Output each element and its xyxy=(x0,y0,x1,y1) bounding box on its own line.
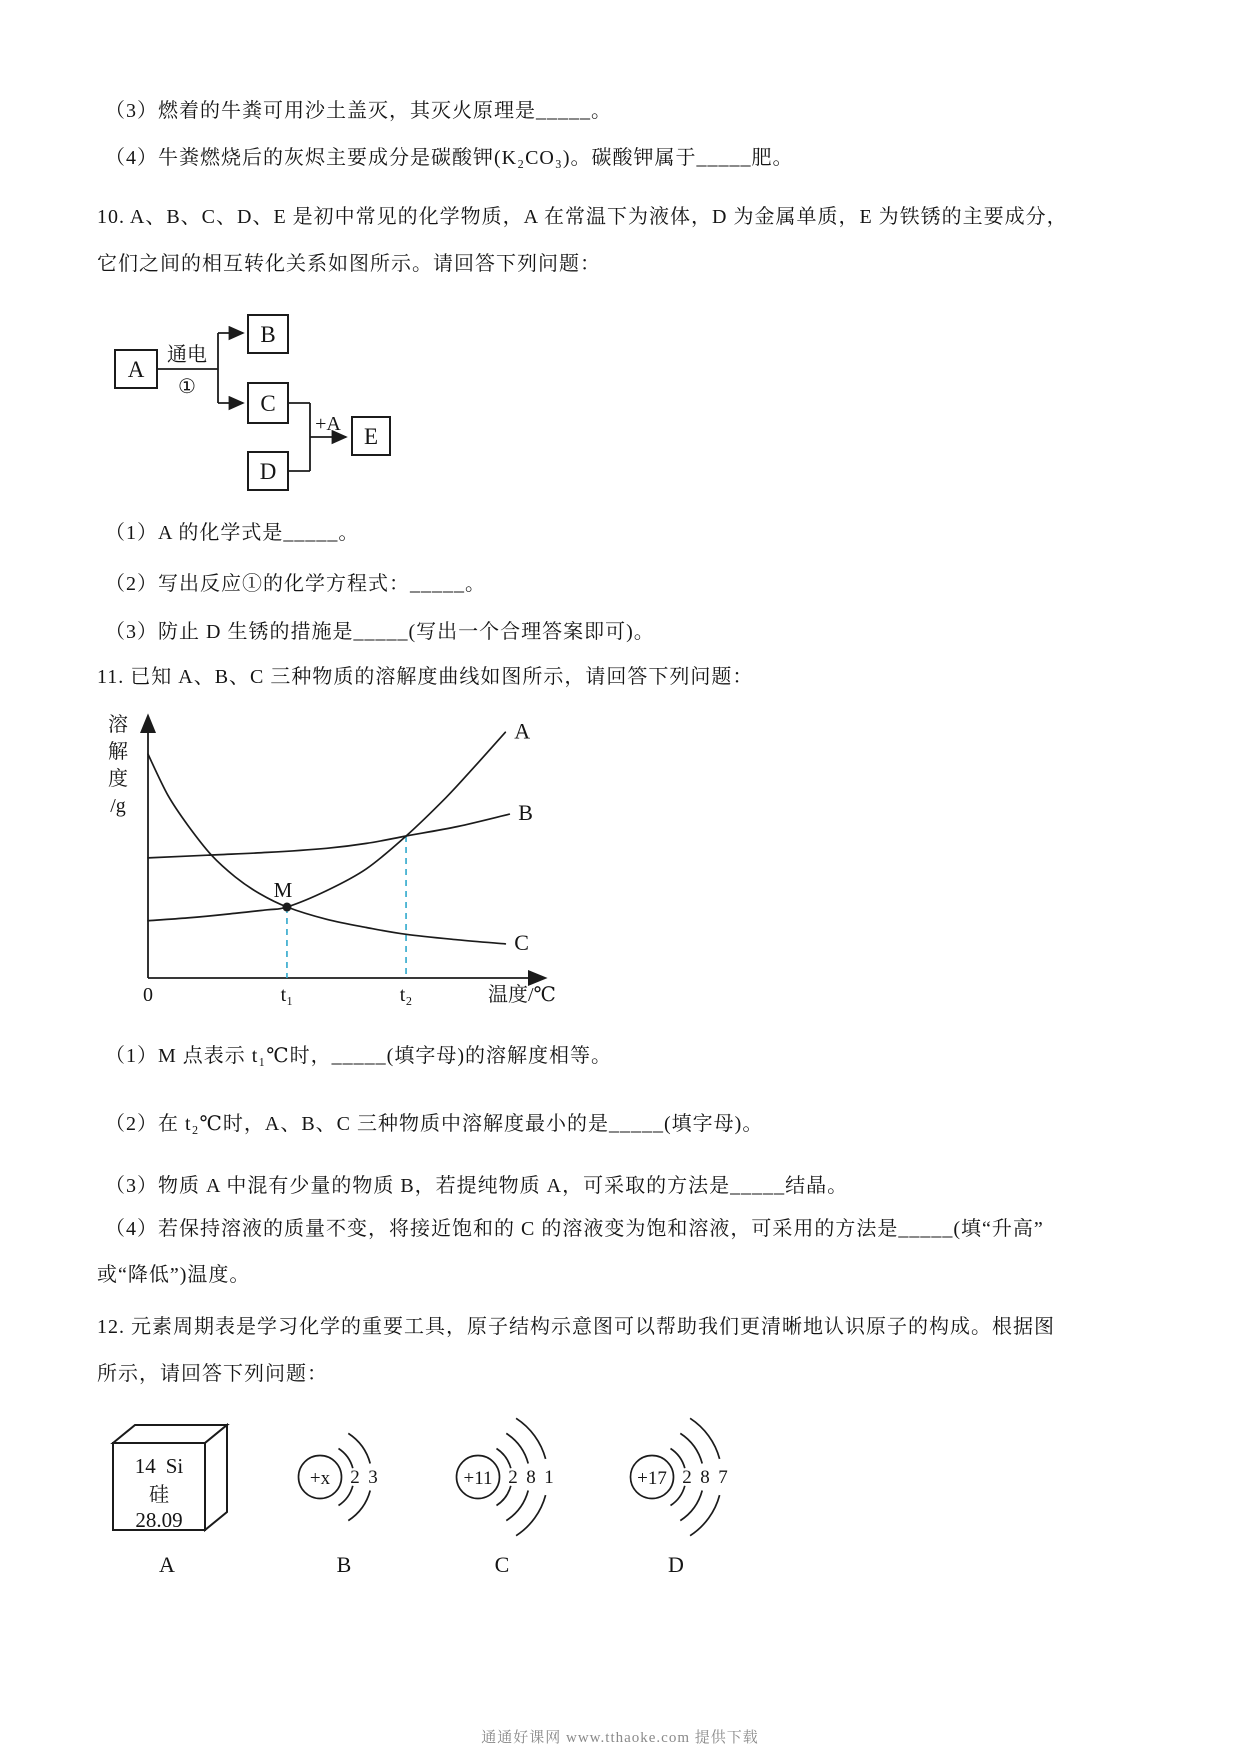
cube-side-face xyxy=(205,1425,227,1530)
shell-electron-count: 8 xyxy=(526,1467,536,1488)
periodic-table-cell xyxy=(113,1425,227,1577)
shell-electron-count: 8 xyxy=(700,1467,710,1488)
flowchart-electrify-label: 通电 xyxy=(167,344,207,366)
curve-A xyxy=(148,732,505,920)
flowchart-letter-b: B xyxy=(260,322,276,347)
flowchart-plus-a-label: +A xyxy=(315,413,341,435)
point-label-M: M xyxy=(273,878,293,903)
flowchart-step1-label: ① xyxy=(178,376,196,398)
shell-arc-upper xyxy=(680,1433,702,1463)
shell-arc-lower xyxy=(506,1491,528,1521)
flowchart-letter-e: E xyxy=(363,424,379,449)
x-tick-2: t₂ xyxy=(399,984,413,1006)
atom-diagram-C xyxy=(457,1418,554,1577)
curve-label-B: B xyxy=(518,800,533,826)
shell-electron-count: 2 xyxy=(350,1467,360,1488)
q10-stem-line1: 10. A、B、C、D、E 是初中常见的化学物质，A 在常温下为液体，D 为金属单质，E 为铁锈的主要成分， xyxy=(97,206,1068,228)
atom-diagram-B xyxy=(299,1433,378,1577)
shell-arc-upper xyxy=(348,1433,370,1463)
x-axis-label: 温度/℃ xyxy=(488,984,556,1006)
footer-watermark: 通通好课网 www.tthaoke.com 提供下载 xyxy=(481,1730,759,1746)
nucleus-charge: +17 xyxy=(637,1468,667,1489)
shell-arc-upper xyxy=(506,1433,528,1463)
diagram-label-c: C xyxy=(494,1552,510,1577)
q11-sub4-line1: （4）若保持溶液的质量不变，将接近饱和的 C 的溶液变为饱和溶液，可采用的方法是_____(填“升高” xyxy=(105,1218,1044,1240)
shell-electron-count: 7 xyxy=(718,1467,728,1488)
solubility-chart xyxy=(95,695,575,1010)
diagram-label-a: A xyxy=(159,1552,175,1577)
shell-arc-upper xyxy=(671,1449,685,1469)
flowchart-letter-d: D xyxy=(259,459,277,484)
element-name: 硅 xyxy=(149,1484,169,1506)
flowchart-letter-c: C xyxy=(260,391,276,416)
y-axis-label-part-1: 解 xyxy=(108,741,128,763)
shell-arc-upper xyxy=(516,1418,546,1459)
shell-arc-lower xyxy=(339,1486,353,1506)
y-axis-label-part-3: /g xyxy=(110,795,126,817)
shell-arc-lower xyxy=(497,1486,511,1506)
q11-sub1-line: （1）M 点表示 t₁℃时，_____(填字母)的溶解度相等。 xyxy=(105,1045,613,1067)
shell-electron-count: 2 xyxy=(508,1467,518,1488)
q9-sub4-line: （4）牛粪燃烧后的灰烬主要成分是碳酸钾(K₂CO₃)。碳酸钾属于_____肥。 xyxy=(105,147,794,169)
diagram-label-b: B xyxy=(336,1552,352,1577)
shell-electron-count: 2 xyxy=(682,1467,692,1488)
q11-stem-line: 11. 已知 A、B、C 三种物质的溶解度曲线如图所示，请回答下列问题： xyxy=(97,666,754,688)
shell-arc-lower xyxy=(671,1486,685,1506)
q11-sub4-line2: 或“降低”)温度。 xyxy=(97,1264,251,1286)
flowchart-letter-a: A xyxy=(127,357,145,382)
q10-sub2-line: （2）写出反应①的化学方程式：_____。 xyxy=(105,573,486,595)
q10-stem-line2: 它们之间的相互转化关系如图所示。请回答下列问题： xyxy=(97,253,601,275)
shell-electron-count: 1 xyxy=(544,1467,554,1488)
atom-diagram-D xyxy=(631,1418,728,1577)
curve-label-A: A xyxy=(514,718,531,744)
q10-sub1-line: （1）A 的化学式是_____。 xyxy=(105,522,360,544)
x-tick-1: t₁ xyxy=(280,984,294,1006)
q12-stem-line2: 所示，请回答下列问题： xyxy=(97,1363,328,1385)
shell-arc-upper xyxy=(339,1449,353,1469)
reaction-flowchart xyxy=(95,280,415,500)
shell-arc-upper xyxy=(690,1418,720,1459)
point-M xyxy=(282,903,291,912)
curve-B xyxy=(148,814,509,858)
q11-sub2-line: （2）在 t₂℃时，A、B、C 三种物质中溶解度最小的是_____(填字母)。 xyxy=(105,1113,764,1135)
y-axis-label-part-0: 溶 xyxy=(108,714,128,736)
shell-arc-lower xyxy=(680,1491,702,1521)
diagram-label-d: D xyxy=(668,1552,684,1577)
nucleus-charge: +x xyxy=(309,1468,331,1489)
element-number-symbol: 14 Si xyxy=(134,1454,184,1478)
y-axis-label-part-2: 度 xyxy=(108,768,128,790)
q11-sub3-line: （3）物质 A 中混有少量的物质 B，若提纯物质 A，可采取的方法是_____结晶。 xyxy=(105,1175,849,1197)
atom-structures-group xyxy=(299,1418,728,1577)
shell-arc-lower xyxy=(690,1495,720,1536)
atomic-diagrams xyxy=(95,1420,795,1585)
q10-sub3-line: （3）防止 D 生锈的措施是_____(写出一个合理答案即可)。 xyxy=(105,621,655,643)
q12-stem-line1: 12. 元素周期表是学习化学的重要工具，原子结构示意图可以帮助我们更清晰地认识原子的构成。根据图 xyxy=(97,1316,1055,1338)
curve-label-C: C xyxy=(514,929,529,955)
element-mass: 28.09 xyxy=(135,1508,183,1532)
shell-arc-upper xyxy=(497,1449,511,1469)
q9-sub3-line: （3）燃着的牛粪可用沙土盖灭，其灭火原理是_____。 xyxy=(105,100,612,122)
shell-arc-lower xyxy=(348,1491,370,1521)
x-tick-0: 0 xyxy=(143,984,153,1006)
shell-arc-lower xyxy=(516,1495,546,1536)
chart-curves-group xyxy=(108,713,556,1006)
shell-electron-count: 3 xyxy=(368,1467,378,1488)
nucleus-charge: +11 xyxy=(463,1468,493,1489)
